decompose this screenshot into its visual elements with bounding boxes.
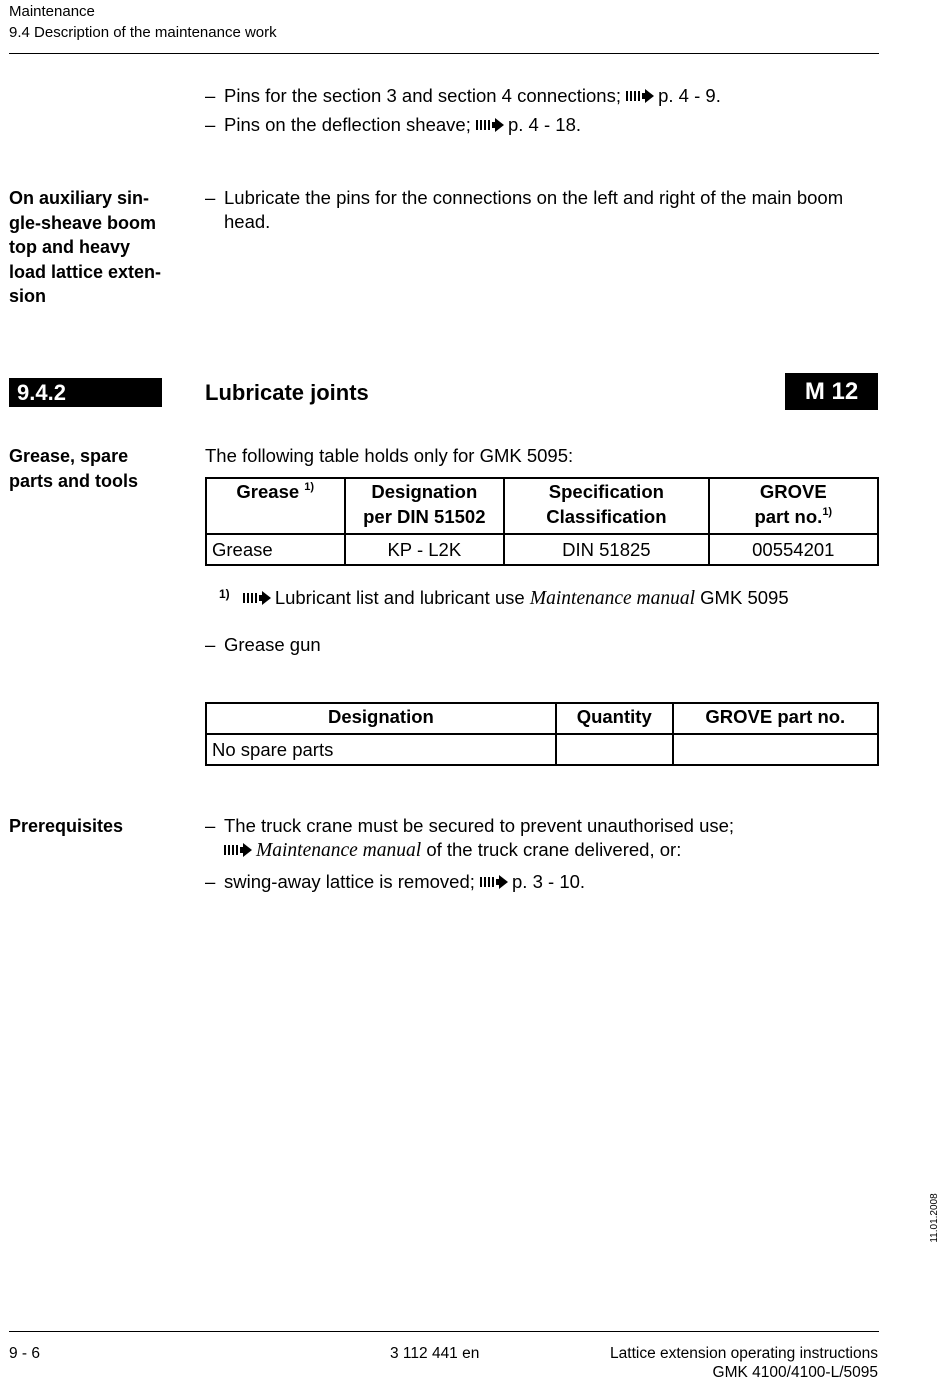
- spare-parts-header-row: [206, 703, 878, 734]
- reference-arrow-icon: [480, 875, 508, 889]
- table-cell: KP - L2K: [345, 534, 505, 565]
- reference-arrow-icon: [243, 591, 271, 605]
- spare-designation-header: Designation: [206, 703, 556, 734]
- spare-quantity-header: Quantity: [556, 703, 673, 734]
- footer-rule: [9, 1331, 879, 1332]
- table-cell: Grease: [206, 534, 345, 565]
- side-date: 11.01.2008: [929, 1193, 940, 1243]
- prerequisites-side-label: Prerequisites: [9, 816, 124, 836]
- intro-ref-2: p. 4 - 18.: [507, 114, 581, 135]
- grease-col-header: Grease $^{1)}$: [206, 478, 345, 534]
- footer-title-line-2: GMK 4100/4100-L/5095: [712, 1364, 878, 1381]
- prerequisite-item-2: – swing-away lattice is removed; p. 3 - 10.: [205, 871, 586, 892]
- footer-doc-number: 3 112 441 en: [390, 1345, 480, 1362]
- section-title: Lubricate joints: [205, 380, 369, 405]
- aux-side-label: On auxiliary sin- gle-sheave boom top and heavy load lattice exten- sion: [9, 188, 162, 306]
- header-section: 9.4 Description of the maintenance work: [9, 24, 277, 41]
- aux-item: – Lubricate the pins for the connections on the left and right of the main boom head.: [205, 187, 844, 232]
- section-number: 9.4.2: [9, 378, 162, 407]
- table-cell: [673, 734, 878, 765]
- intro-item-2: – Pins on the deflection sheave; p. 4 - 18.: [205, 114, 581, 135]
- prerequisite-item-1: – The truck crane must be secured to prevent unauthorised use; Maintenance manual of the truck crane delivered, or:: [205, 815, 735, 861]
- reference-arrow-icon: [626, 89, 654, 103]
- designation-col-header: Designation per DIN 51502: [345, 478, 505, 534]
- part-no-col-header: GROVE part no.$^{1)}$: [709, 478, 878, 534]
- footnote-mark: 1): [219, 587, 230, 601]
- grease-side-label: Grease, spare parts and tools: [9, 446, 139, 491]
- table-cell: DIN 51825: [504, 534, 708, 565]
- table-cell: [556, 734, 673, 765]
- grease-table: [205, 477, 879, 566]
- footnote: $^{1)}$ Lubricant list and lubricant use Maintenance manual GMK 5095: [219, 587, 789, 609]
- tool-item: – Grease gun: [205, 634, 321, 655]
- footer-page-number: 9 - 6: [9, 1345, 41, 1362]
- grease-intro: The following table holds only for GMK 5095:: [205, 445, 574, 466]
- reference-arrow-icon: [476, 118, 504, 132]
- maintenance-badge: M 12: [785, 373, 878, 410]
- header-chapter: Maintenance: [9, 3, 95, 20]
- table-cell: No spare parts: [206, 734, 556, 765]
- table-cell: 00554201: [709, 534, 878, 565]
- spare-part-no-header: GROVE part no.: [673, 703, 878, 734]
- grease-table-header-row: [206, 478, 878, 534]
- footer-title-line-1: Lattice extension operating instructions: [610, 1345, 878, 1362]
- specification-col-header: Specification Classification: [504, 478, 708, 534]
- reference-arrow-icon: [224, 843, 252, 857]
- intro-ref-1: p. 4 - 9.: [658, 85, 721, 106]
- table-row: [206, 734, 878, 765]
- table-row: [206, 534, 878, 565]
- intro-item-1: – Pins for the section 3 and section 4 connections; p. 4 - 9.: [205, 85, 721, 106]
- spare-parts-table: [205, 702, 879, 766]
- header-rule: [9, 53, 879, 54]
